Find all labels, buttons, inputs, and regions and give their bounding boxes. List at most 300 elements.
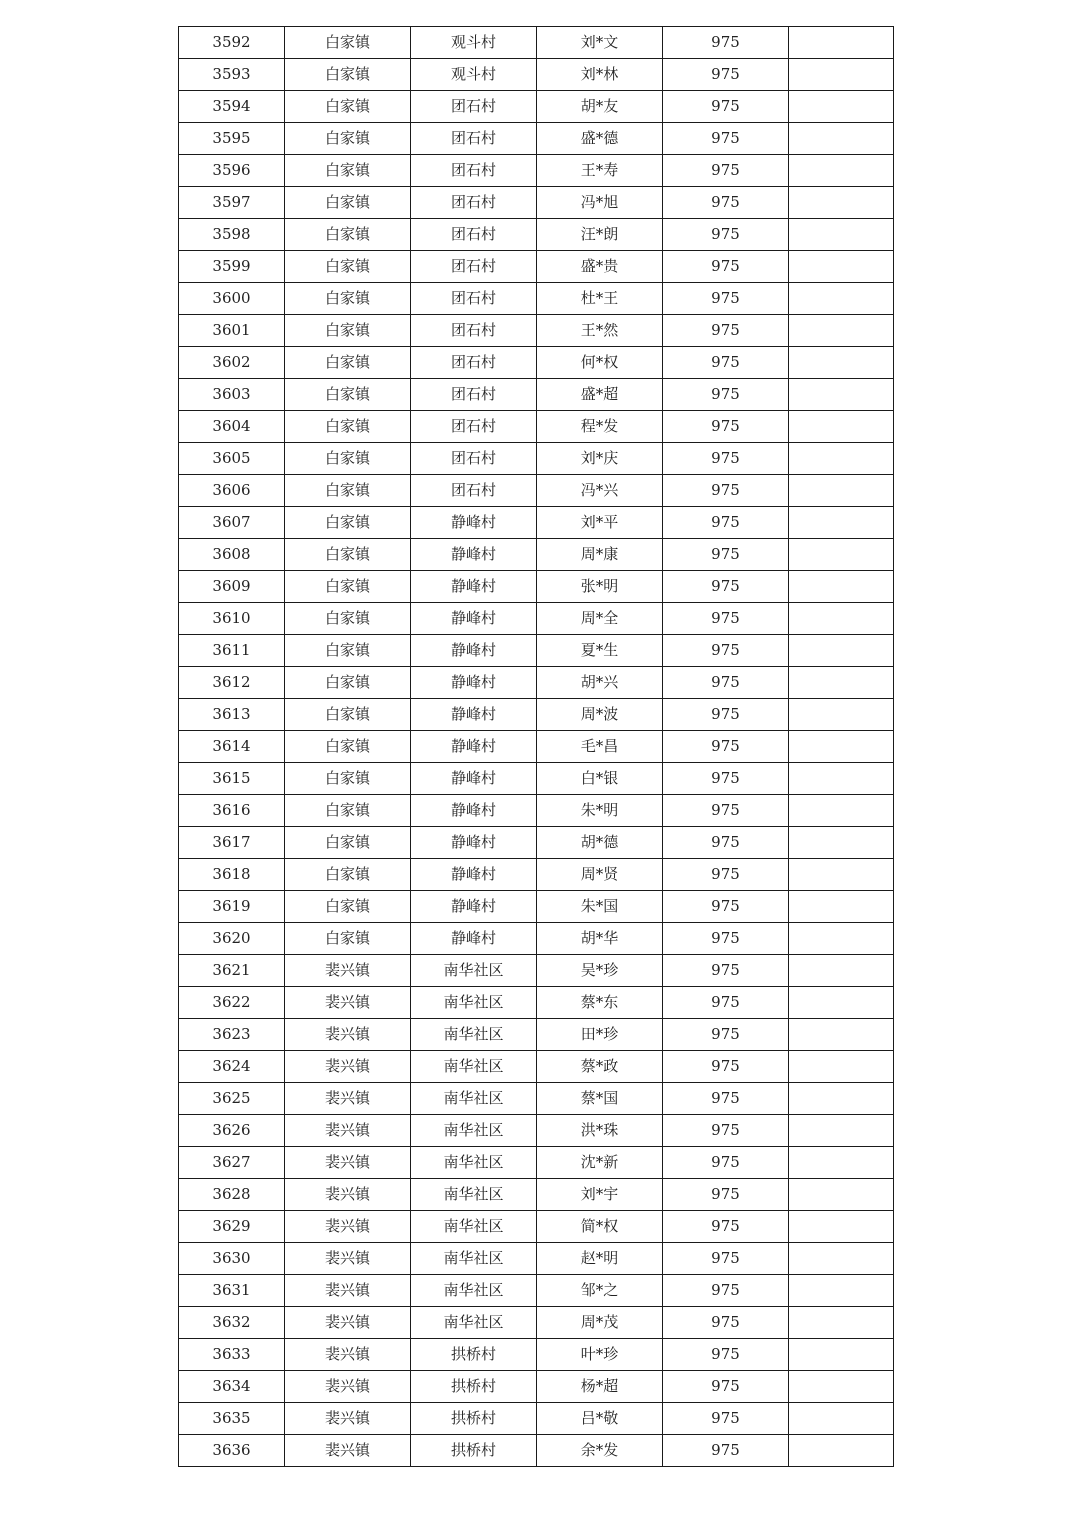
village-cell: 南华社区	[411, 1051, 537, 1083]
note-cell	[789, 1051, 894, 1083]
town-cell: 裴兴镇	[285, 1307, 411, 1339]
table-row	[179, 155, 894, 187]
table-row	[179, 1179, 894, 1211]
village-cell: 拱桥村	[411, 1371, 537, 1403]
town-cell: 白家镇	[285, 571, 411, 603]
name-cell: 周*贤	[537, 859, 663, 891]
village-cell: 团石村	[411, 475, 537, 507]
village-cell: 静峰村	[411, 731, 537, 763]
name-cell: 夏*生	[537, 635, 663, 667]
name-cell: 何*权	[537, 347, 663, 379]
amount-cell: 975	[663, 667, 789, 699]
note-cell	[789, 859, 894, 891]
village-cell: 南华社区	[411, 987, 537, 1019]
row-number-cell: 3601	[179, 315, 285, 347]
town-cell: 白家镇	[285, 59, 411, 91]
amount-cell: 975	[663, 987, 789, 1019]
row-number-cell: 3625	[179, 1083, 285, 1115]
table-row	[179, 1403, 894, 1435]
name-cell: 朱*明	[537, 795, 663, 827]
note-cell	[789, 411, 894, 443]
village-cell: 南华社区	[411, 1019, 537, 1051]
town-cell: 裴兴镇	[285, 1243, 411, 1275]
village-cell: 静峰村	[411, 539, 537, 571]
amount-cell: 975	[663, 1275, 789, 1307]
table-row	[179, 667, 894, 699]
town-cell: 裴兴镇	[285, 1147, 411, 1179]
town-cell: 裴兴镇	[285, 1275, 411, 1307]
town-cell: 白家镇	[285, 763, 411, 795]
row-number-cell: 3623	[179, 1019, 285, 1051]
amount-cell: 975	[663, 1403, 789, 1435]
name-cell: 王*然	[537, 315, 663, 347]
row-number-cell: 3595	[179, 123, 285, 155]
row-number-cell: 3611	[179, 635, 285, 667]
note-cell	[789, 1019, 894, 1051]
note-cell	[789, 1275, 894, 1307]
name-cell: 刘*宇	[537, 1179, 663, 1211]
note-cell	[789, 571, 894, 603]
village-cell: 静峰村	[411, 891, 537, 923]
row-number-cell: 3636	[179, 1435, 285, 1467]
village-cell: 拱桥村	[411, 1403, 537, 1435]
name-cell: 冯*旭	[537, 187, 663, 219]
table-row	[179, 603, 894, 635]
town-cell: 白家镇	[285, 283, 411, 315]
amount-cell: 975	[663, 315, 789, 347]
village-cell: 静峰村	[411, 603, 537, 635]
table-body	[179, 27, 894, 1467]
name-cell: 张*明	[537, 571, 663, 603]
town-cell: 裴兴镇	[285, 1179, 411, 1211]
row-number-cell: 3631	[179, 1275, 285, 1307]
name-cell: 杨*超	[537, 1371, 663, 1403]
name-cell: 沈*新	[537, 1147, 663, 1179]
amount-cell: 975	[663, 187, 789, 219]
name-cell: 洪*珠	[537, 1115, 663, 1147]
village-cell: 静峰村	[411, 667, 537, 699]
row-number-cell: 3609	[179, 571, 285, 603]
row-number-cell: 3598	[179, 219, 285, 251]
table-row	[179, 91, 894, 123]
table-row	[179, 1147, 894, 1179]
table-row	[179, 731, 894, 763]
note-cell	[789, 27, 894, 59]
amount-cell: 975	[663, 91, 789, 123]
town-cell: 裴兴镇	[285, 1403, 411, 1435]
row-number-cell: 3603	[179, 379, 285, 411]
town-cell: 白家镇	[285, 635, 411, 667]
table-row	[179, 987, 894, 1019]
note-cell	[789, 1339, 894, 1371]
name-cell: 刘*林	[537, 59, 663, 91]
table-row	[179, 1051, 894, 1083]
table-row	[179, 347, 894, 379]
village-cell: 南华社区	[411, 955, 537, 987]
name-cell: 胡*兴	[537, 667, 663, 699]
name-cell: 胡*友	[537, 91, 663, 123]
name-cell: 刘*文	[537, 27, 663, 59]
amount-cell: 975	[663, 411, 789, 443]
amount-cell: 975	[663, 1019, 789, 1051]
village-cell: 南华社区	[411, 1211, 537, 1243]
name-cell: 余*发	[537, 1435, 663, 1467]
amount-cell: 975	[663, 859, 789, 891]
name-cell: 简*权	[537, 1211, 663, 1243]
town-cell: 白家镇	[285, 507, 411, 539]
amount-cell: 975	[663, 571, 789, 603]
amount-cell: 975	[663, 923, 789, 955]
note-cell	[789, 955, 894, 987]
amount-cell: 975	[663, 123, 789, 155]
amount-cell: 975	[663, 347, 789, 379]
table-row	[179, 539, 894, 571]
row-number-cell: 3592	[179, 27, 285, 59]
note-cell	[789, 667, 894, 699]
town-cell: 白家镇	[285, 475, 411, 507]
town-cell: 白家镇	[285, 219, 411, 251]
name-cell: 蔡*国	[537, 1083, 663, 1115]
town-cell: 白家镇	[285, 155, 411, 187]
note-cell	[789, 475, 894, 507]
row-number-cell: 3596	[179, 155, 285, 187]
note-cell	[789, 603, 894, 635]
name-cell: 吕*敬	[537, 1403, 663, 1435]
table-row	[179, 1275, 894, 1307]
row-number-cell: 3620	[179, 923, 285, 955]
table-row	[179, 699, 894, 731]
village-cell: 团石村	[411, 91, 537, 123]
name-cell: 盛*超	[537, 379, 663, 411]
row-number-cell: 3616	[179, 795, 285, 827]
village-cell: 团石村	[411, 155, 537, 187]
table-row	[179, 1083, 894, 1115]
village-cell: 拱桥村	[411, 1339, 537, 1371]
amount-cell: 975	[663, 603, 789, 635]
note-cell	[789, 1243, 894, 1275]
row-number-cell: 3630	[179, 1243, 285, 1275]
note-cell	[789, 1211, 894, 1243]
note-cell	[789, 539, 894, 571]
amount-cell: 975	[663, 1083, 789, 1115]
amount-cell: 975	[663, 1115, 789, 1147]
row-number-cell: 3600	[179, 283, 285, 315]
table-row	[179, 1371, 894, 1403]
village-cell: 静峰村	[411, 923, 537, 955]
row-number-cell: 3615	[179, 763, 285, 795]
village-cell: 拱桥村	[411, 1435, 537, 1467]
row-number-cell: 3612	[179, 667, 285, 699]
table-row	[179, 635, 894, 667]
name-cell: 盛*贵	[537, 251, 663, 283]
town-cell: 白家镇	[285, 27, 411, 59]
table-row	[179, 571, 894, 603]
note-cell	[789, 1435, 894, 1467]
amount-cell: 975	[663, 27, 789, 59]
amount-cell: 975	[663, 827, 789, 859]
amount-cell: 975	[663, 795, 789, 827]
village-cell: 团石村	[411, 347, 537, 379]
name-cell: 冯*兴	[537, 475, 663, 507]
amount-cell: 975	[663, 1147, 789, 1179]
note-cell	[789, 987, 894, 1019]
village-cell: 南华社区	[411, 1275, 537, 1307]
name-cell: 毛*昌	[537, 731, 663, 763]
amount-cell: 975	[663, 1051, 789, 1083]
village-cell: 观斗村	[411, 59, 537, 91]
town-cell: 裴兴镇	[285, 1019, 411, 1051]
table-row	[179, 27, 894, 59]
row-number-cell: 3605	[179, 443, 285, 475]
town-cell: 裴兴镇	[285, 1083, 411, 1115]
row-number-cell: 3621	[179, 955, 285, 987]
row-number-cell: 3627	[179, 1147, 285, 1179]
town-cell: 白家镇	[285, 411, 411, 443]
note-cell	[789, 251, 894, 283]
name-cell: 赵*明	[537, 1243, 663, 1275]
table-row	[179, 1339, 894, 1371]
village-cell: 团石村	[411, 219, 537, 251]
town-cell: 裴兴镇	[285, 1371, 411, 1403]
row-number-cell: 3633	[179, 1339, 285, 1371]
note-cell	[789, 315, 894, 347]
amount-cell: 975	[663, 283, 789, 315]
town-cell: 白家镇	[285, 251, 411, 283]
town-cell: 白家镇	[285, 443, 411, 475]
note-cell	[789, 635, 894, 667]
table-row	[179, 507, 894, 539]
table-row	[179, 1019, 894, 1051]
row-number-cell: 3613	[179, 699, 285, 731]
village-cell: 观斗村	[411, 27, 537, 59]
amount-cell: 975	[663, 1435, 789, 1467]
village-cell: 静峰村	[411, 827, 537, 859]
amount-cell: 975	[663, 955, 789, 987]
table-row	[179, 475, 894, 507]
row-number-cell: 3632	[179, 1307, 285, 1339]
name-cell: 吴*珍	[537, 955, 663, 987]
row-number-cell: 3619	[179, 891, 285, 923]
amount-cell: 975	[663, 1371, 789, 1403]
row-number-cell: 3607	[179, 507, 285, 539]
name-cell: 蔡*政	[537, 1051, 663, 1083]
note-cell	[789, 1083, 894, 1115]
town-cell: 裴兴镇	[285, 1211, 411, 1243]
amount-cell: 975	[663, 763, 789, 795]
row-number-cell: 3634	[179, 1371, 285, 1403]
town-cell: 裴兴镇	[285, 1339, 411, 1371]
row-number-cell: 3604	[179, 411, 285, 443]
town-cell: 裴兴镇	[285, 1435, 411, 1467]
name-cell: 刘*平	[537, 507, 663, 539]
name-cell: 朱*国	[537, 891, 663, 923]
village-cell: 团石村	[411, 283, 537, 315]
village-cell: 团石村	[411, 187, 537, 219]
name-cell: 杜*王	[537, 283, 663, 315]
village-cell: 静峰村	[411, 635, 537, 667]
name-cell: 周*康	[537, 539, 663, 571]
note-cell	[789, 699, 894, 731]
note-cell	[789, 1307, 894, 1339]
amount-cell: 975	[663, 635, 789, 667]
note-cell	[789, 1371, 894, 1403]
name-cell: 田*珍	[537, 1019, 663, 1051]
table-row	[179, 443, 894, 475]
note-cell	[789, 795, 894, 827]
table-row	[179, 955, 894, 987]
note-cell	[789, 187, 894, 219]
name-cell: 周*茂	[537, 1307, 663, 1339]
row-number-cell: 3610	[179, 603, 285, 635]
amount-cell: 975	[663, 219, 789, 251]
amount-cell: 975	[663, 507, 789, 539]
village-cell: 静峰村	[411, 859, 537, 891]
amount-cell: 975	[663, 1179, 789, 1211]
village-cell: 团石村	[411, 315, 537, 347]
name-cell: 叶*珍	[537, 1339, 663, 1371]
row-number-cell: 3635	[179, 1403, 285, 1435]
amount-cell: 975	[663, 59, 789, 91]
name-cell: 汪*朗	[537, 219, 663, 251]
village-cell: 南华社区	[411, 1115, 537, 1147]
name-cell: 蔡*东	[537, 987, 663, 1019]
amount-cell: 975	[663, 891, 789, 923]
village-cell: 静峰村	[411, 795, 537, 827]
village-cell: 南华社区	[411, 1307, 537, 1339]
town-cell: 白家镇	[285, 91, 411, 123]
table-row	[179, 1243, 894, 1275]
table-row	[179, 411, 894, 443]
village-cell: 静峰村	[411, 763, 537, 795]
table-row	[179, 1435, 894, 1467]
note-cell	[789, 1403, 894, 1435]
table-row	[179, 1115, 894, 1147]
village-cell: 团石村	[411, 443, 537, 475]
note-cell	[789, 1179, 894, 1211]
table-row	[179, 827, 894, 859]
town-cell: 白家镇	[285, 123, 411, 155]
note-cell	[789, 827, 894, 859]
amount-cell: 975	[663, 1339, 789, 1371]
note-cell	[789, 59, 894, 91]
village-cell: 南华社区	[411, 1083, 537, 1115]
town-cell: 白家镇	[285, 539, 411, 571]
town-cell: 白家镇	[285, 603, 411, 635]
amount-cell: 975	[663, 475, 789, 507]
amount-cell: 975	[663, 155, 789, 187]
village-cell: 南华社区	[411, 1147, 537, 1179]
amount-cell: 975	[663, 251, 789, 283]
village-cell: 静峰村	[411, 571, 537, 603]
table-row	[179, 763, 894, 795]
row-number-cell: 3629	[179, 1211, 285, 1243]
note-cell	[789, 891, 894, 923]
table-row	[179, 283, 894, 315]
village-cell: 静峰村	[411, 699, 537, 731]
town-cell: 白家镇	[285, 891, 411, 923]
amount-cell: 975	[663, 731, 789, 763]
amount-cell: 975	[663, 1307, 789, 1339]
table-row	[179, 1307, 894, 1339]
row-number-cell: 3626	[179, 1115, 285, 1147]
village-cell: 团石村	[411, 379, 537, 411]
row-number-cell: 3628	[179, 1179, 285, 1211]
row-number-cell: 3622	[179, 987, 285, 1019]
note-cell	[789, 283, 894, 315]
town-cell: 白家镇	[285, 731, 411, 763]
name-cell: 邹*之	[537, 1275, 663, 1307]
table-row	[179, 219, 894, 251]
village-cell: 团石村	[411, 123, 537, 155]
town-cell: 裴兴镇	[285, 987, 411, 1019]
data-table	[178, 26, 894, 1467]
note-cell	[789, 507, 894, 539]
amount-cell: 975	[663, 443, 789, 475]
row-number-cell: 3599	[179, 251, 285, 283]
row-number-cell: 3594	[179, 91, 285, 123]
table-row	[179, 859, 894, 891]
table-row	[179, 795, 894, 827]
note-cell	[789, 1115, 894, 1147]
note-cell	[789, 219, 894, 251]
town-cell: 白家镇	[285, 347, 411, 379]
note-cell	[789, 923, 894, 955]
town-cell: 白家镇	[285, 315, 411, 347]
table-row	[179, 1211, 894, 1243]
town-cell: 白家镇	[285, 187, 411, 219]
table-row	[179, 923, 894, 955]
note-cell	[789, 91, 894, 123]
village-cell: 团石村	[411, 251, 537, 283]
note-cell	[789, 731, 894, 763]
row-number-cell: 3597	[179, 187, 285, 219]
note-cell	[789, 1147, 894, 1179]
name-cell: 胡*华	[537, 923, 663, 955]
table-row	[179, 315, 894, 347]
table-row	[179, 251, 894, 283]
row-number-cell: 3608	[179, 539, 285, 571]
name-cell: 王*寿	[537, 155, 663, 187]
town-cell: 白家镇	[285, 379, 411, 411]
town-cell: 裴兴镇	[285, 955, 411, 987]
town-cell: 白家镇	[285, 827, 411, 859]
name-cell: 白*银	[537, 763, 663, 795]
amount-cell: 975	[663, 379, 789, 411]
note-cell	[789, 379, 894, 411]
town-cell: 白家镇	[285, 859, 411, 891]
row-number-cell: 3593	[179, 59, 285, 91]
name-cell: 周*波	[537, 699, 663, 731]
table-row	[179, 379, 894, 411]
note-cell	[789, 155, 894, 187]
town-cell: 裴兴镇	[285, 1051, 411, 1083]
row-number-cell: 3602	[179, 347, 285, 379]
village-cell: 团石村	[411, 411, 537, 443]
name-cell: 刘*庆	[537, 443, 663, 475]
table-row	[179, 891, 894, 923]
note-cell	[789, 347, 894, 379]
town-cell: 白家镇	[285, 667, 411, 699]
village-cell: 静峰村	[411, 507, 537, 539]
note-cell	[789, 123, 894, 155]
amount-cell: 975	[663, 539, 789, 571]
row-number-cell: 3606	[179, 475, 285, 507]
village-cell: 南华社区	[411, 1179, 537, 1211]
table-row	[179, 187, 894, 219]
town-cell: 白家镇	[285, 923, 411, 955]
table-row	[179, 123, 894, 155]
amount-cell: 975	[663, 699, 789, 731]
